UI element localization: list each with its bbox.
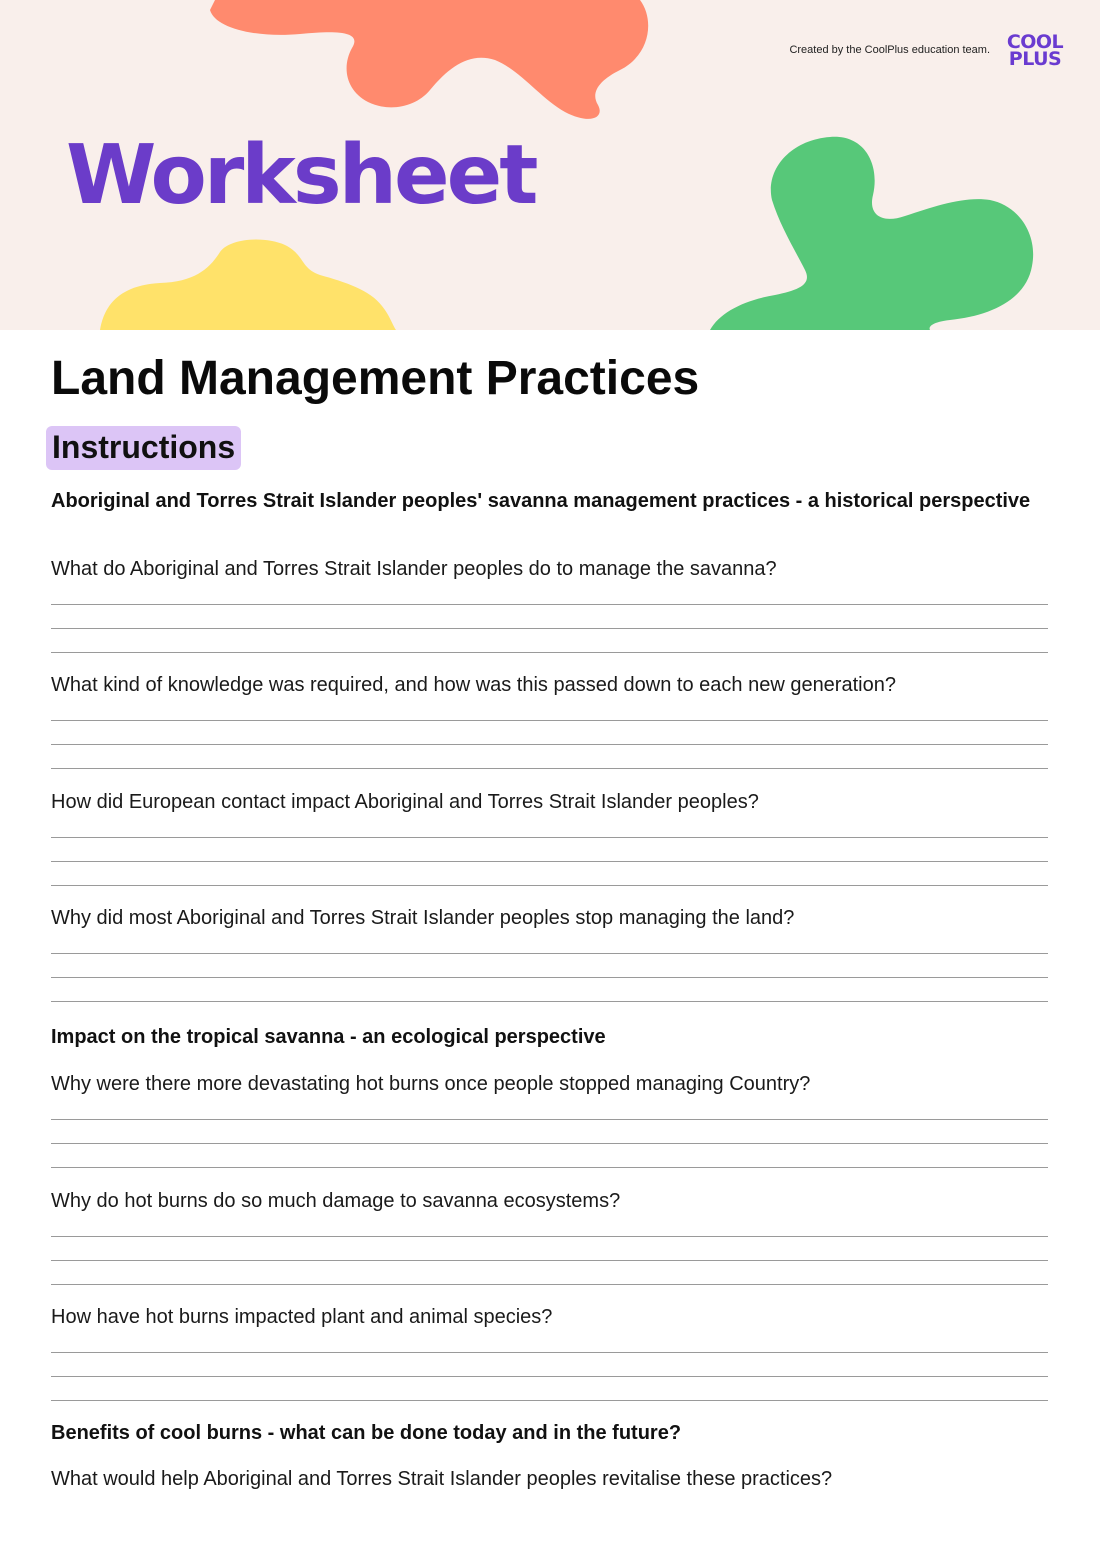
question-6: Why do hot burns do so much damage to savanna ecosystems?	[51, 1190, 621, 1212]
logo-line-1: COOL	[1006, 31, 1064, 53]
header-banner	[0, 0, 1100, 330]
coolplus-logo	[1003, 31, 1067, 70]
page-title: Land Management Practices	[51, 352, 700, 405]
section-heading-cool-burns: Benefits of cool burns - what can be done today and in the future?	[51, 1422, 682, 1444]
answer-line[interactable]	[51, 768, 1048, 769]
credit-text: Created by the CoolPlus education team.	[789, 44, 990, 56]
section-heading-ecological: Impact on the tropical savanna - an ecological perspective	[51, 1026, 606, 1048]
question-8: What would help Aboriginal and Torres Strait Islander peoples revitalise these practices?	[51, 1468, 833, 1490]
answer-line[interactable]	[51, 977, 1048, 978]
answer-line[interactable]	[51, 837, 1048, 838]
green-blob	[710, 137, 1033, 330]
answer-line[interactable]	[51, 1143, 1048, 1144]
answer-line[interactable]	[51, 1001, 1048, 1002]
answer-line[interactable]	[51, 953, 1048, 954]
worksheet-heading: Worksheet	[66, 128, 536, 223]
answer-line[interactable]	[51, 885, 1048, 886]
answer-line[interactable]	[51, 652, 1048, 653]
question-1: What do Aboriginal and Torres Strait Islander peoples do to manage the savanna?	[51, 558, 777, 580]
answer-line[interactable]	[51, 744, 1048, 745]
answer-line[interactable]	[51, 1236, 1048, 1237]
yellow-blob	[100, 240, 396, 330]
question-7: How have hot burns impacted plant and animal species?	[51, 1306, 553, 1328]
answer-line[interactable]	[51, 861, 1048, 862]
answer-line[interactable]	[51, 1260, 1048, 1261]
answer-line[interactable]	[51, 1119, 1048, 1120]
instructions-badge: Instructions	[46, 426, 241, 470]
question-5: Why were there more devastating hot burns once people stopped managing Country?	[51, 1073, 811, 1095]
answer-line[interactable]	[51, 628, 1048, 629]
answer-line[interactable]	[51, 1352, 1048, 1353]
question-3: How did European contact impact Aboriginal and Torres Strait Islander peoples?	[51, 791, 759, 813]
question-4: Why did most Aboriginal and Torres Strait Islander peoples stop managing the land?	[51, 907, 795, 929]
answer-line[interactable]	[51, 1400, 1048, 1401]
answer-line[interactable]	[51, 1167, 1048, 1168]
answer-line[interactable]	[51, 720, 1048, 721]
question-2: What kind of knowledge was required, and how was this passed down to each new generation?	[51, 674, 896, 696]
logo-line-2: PLUS	[1008, 48, 1062, 70]
answer-line[interactable]	[51, 1284, 1048, 1285]
answer-line[interactable]	[51, 1376, 1048, 1377]
section-heading-historical: Aboriginal and Torres Strait Islander peoples' savanna management practices - a historical perspective	[51, 490, 1031, 512]
orange-blob	[210, 0, 648, 119]
answer-line[interactable]	[51, 604, 1048, 605]
